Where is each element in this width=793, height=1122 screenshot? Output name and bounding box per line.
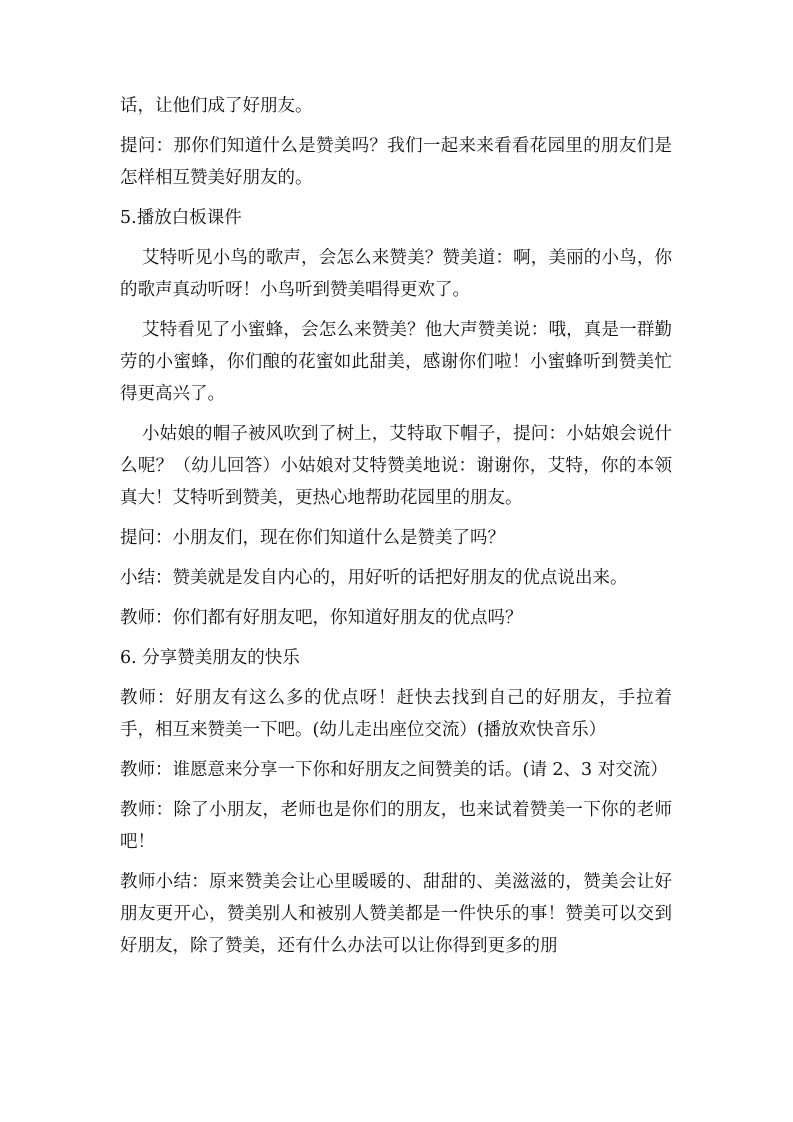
paragraph-bee: 艾特看见了小蜜蜂，会怎么来赞美？他大声赞美说：哦，真是一群勤劳的小蜜蜂，你们酿的花蜜如此甜美，感谢你们啦！小蜜蜂听到赞美忙得更高兴了。	[120, 320, 672, 404]
document-body	[120, 90, 672, 970]
paragraph-question: 提问：小朋友们，现在你们知道什么是赞美了吗？	[120, 528, 505, 548]
paragraph-teacher-3: 教师：谁愿意来分享一下你和好朋友之间赞美的话。(请 2、3 对交流）	[120, 760, 668, 780]
paragraph-bird: 艾特听见小鸟的歌声，会怎么来赞美？赞美道：啊，美丽的小鸟，你的歌声真动听呀！小鸟听到赞美唱得更欢了。	[120, 248, 672, 300]
paragraph-teacher-1: 教师：你们都有好朋友吧，你知道好朋友的优点吗？	[120, 608, 523, 628]
paragraph-2: 提问：那你们知道什么是赞美吗？我们一起来来看看花园里的朋友们是怎样相互赞美好朋友的。	[120, 136, 672, 188]
paragraph-teacher-2: 教师：好朋友有这么多的优点呀！赶快去找到自己的好朋友，手拉着手，相互来赞美一下吧。(幼儿走出座位交流）(播放欢快音乐）	[120, 688, 672, 740]
paragraph-teacher-summary: 教师小结：原来赞美会让心里暖暖的、甜甜的、美滋滋的，赞美会让好朋友更开心，赞美别人和被别人赞美都是一件快乐的事！赞美可以交到好朋友，除了赞美，还有什么办法可以让你得到更多的朋	[120, 872, 672, 956]
paragraph-summary: 小结：赞美就是发自内心的，用好听的话把好朋友的优点说出来。	[120, 568, 628, 588]
section-heading-5: 5.播放白板课件	[120, 208, 242, 228]
paragraph-girl: 小姑娘的帽子被风吹到了树上，艾特取下帽子，提问：小姑娘会说什么呢？（幼儿回答）小姑娘对艾特赞美地说：谢谢你，艾特，你的本领真大！艾特听到赞美，更热心地帮助花园里的朋友。	[120, 424, 672, 508]
section-heading-6: 6. 分享赞美朋友的快乐	[120, 648, 300, 668]
paragraph-teacher-4: 教师：除了小朋友，老师也是你们的朋友，也来试着赞美一下你的老师吧！	[120, 800, 672, 852]
paragraph-1: 话，让他们成了好朋友。	[120, 96, 313, 116]
